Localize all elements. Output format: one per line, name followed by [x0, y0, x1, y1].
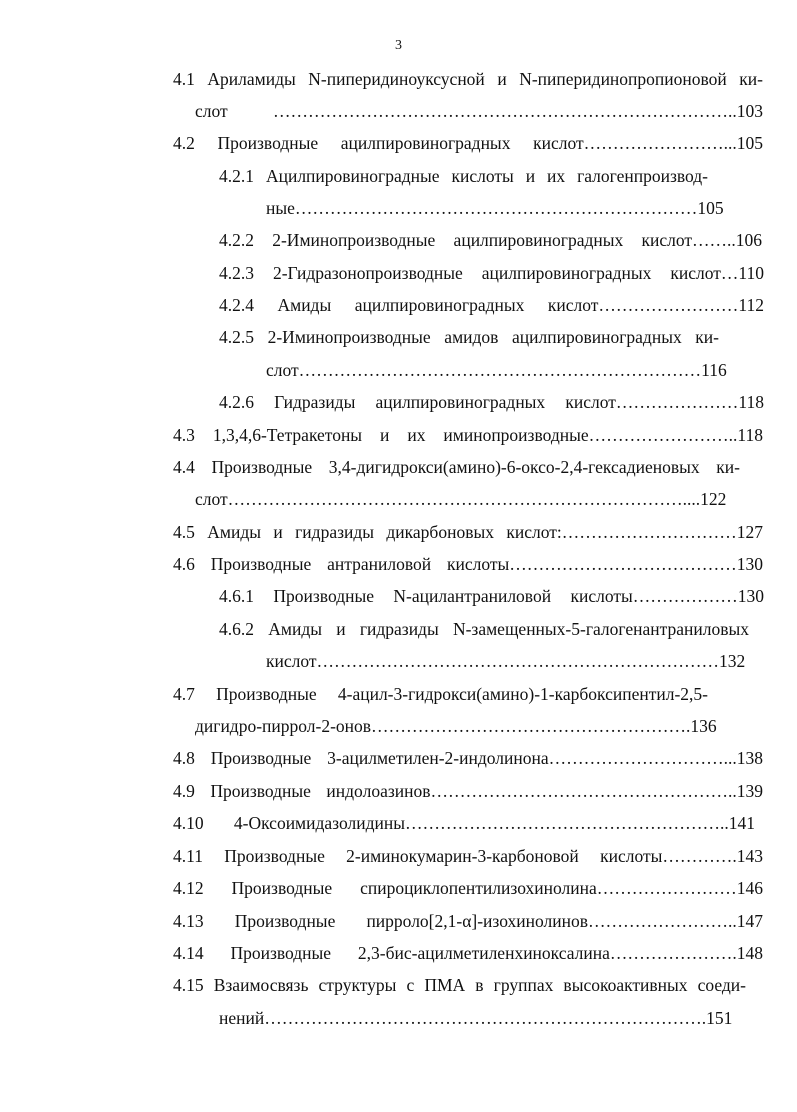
toc-line: 4.3 1,3,4,6-Тетракетоны и их иминопроизводные……………………..118 [173, 425, 763, 445]
toc-line: 4.11 Производные 2-иминокумарин-3-карбоновой кислоты………….143 [173, 846, 763, 866]
toc-line: 4.2.3 2-Гидразонопроизводные ацилпировиноградных кислот…110 [219, 263, 764, 283]
toc-line: ные……………………………………………………………105 [266, 198, 724, 218]
toc-line: 4.14 Производные 2,3-бис-ацилметиленхиноксалина………………….148 [173, 943, 763, 963]
toc-line: слот……………………………………………………………116 [266, 360, 727, 380]
toc-line: 4.15 Взаимосвязь структуры с ПМА в группах высокоактивных соеди- [173, 975, 746, 995]
toc-line: 4.5 Амиды и гидразиды дикарбоновых кислот:…………………………127 [173, 522, 763, 542]
toc-line: 4.2.2 2-Иминопроизводные ацилпировиноградных кислот……..106 [219, 230, 762, 250]
toc-line: 4.7 Производные 4-ацил-3-гидрокси(амино)-1-карбоксипентил-2,5- [173, 684, 708, 704]
toc-line: 4.8 Производные 3-ацилметилен-2-индолинона…………………………...138 [173, 748, 763, 768]
toc-line: слот……………………………………………………………………....122 [195, 489, 727, 509]
page-number: 3 [395, 38, 402, 53]
toc-line: кислот……………………………………………………………132 [266, 651, 746, 671]
toc-line: 4.12 Производные спироциклопентилизохинолина……………………146 [173, 878, 763, 898]
toc-line: 4.6 Производные антраниловой кислоты…………………………………130 [173, 554, 763, 574]
toc-line: дигидро-пиррол-2-онов……………………………………………….136 [195, 716, 717, 736]
toc-line: слот ……………………………………………………………………..103 [195, 101, 763, 121]
toc-line: 4.2 Производные ацилпировиноградных кислот……………………...105 [173, 133, 763, 153]
toc-line: 4.6.1 Производные N-ацилантраниловой кислоты………………130 [219, 586, 764, 606]
toc-line: 4.2.6 Гидразиды ацилпировиноградных кислот…………………118 [219, 392, 764, 412]
toc-line: 4.10 4-Оксоимидазолидины………………………………………………..141 [173, 813, 755, 833]
toc-line: 4.9 Производные индолоазинов……………………………………………..139 [173, 781, 763, 801]
toc-line: 4.6.2 Амиды и гидразиды N-замещенных-5-галогенантраниловых [219, 619, 749, 639]
toc-line: 4.2.1 Ацилпировиноградные кислоты и их галогенпроизвод- [219, 166, 708, 186]
toc-line: 4.4 Производные 3,4-дигидрокси(амино)-6-оксо-2,4-гексадиеновых ки- [173, 457, 740, 477]
toc-line: 4.2.5 2-Иминопроизводные амидов ацилпировиноградных ки- [219, 327, 719, 347]
toc-line: 4.2.4 Амиды ацилпировиноградных кислот……………………112 [219, 295, 764, 315]
toc-line: 4.1 Ариламиды N-пиперидиноуксусной и N-пиперидинопропионовой ки- [173, 69, 763, 89]
toc-line: нений………………………………………………………………….151 [219, 1008, 733, 1028]
toc-line: 4.13 Производные пирроло[2,1-α]-изохинолинов……………………..147 [173, 911, 763, 931]
